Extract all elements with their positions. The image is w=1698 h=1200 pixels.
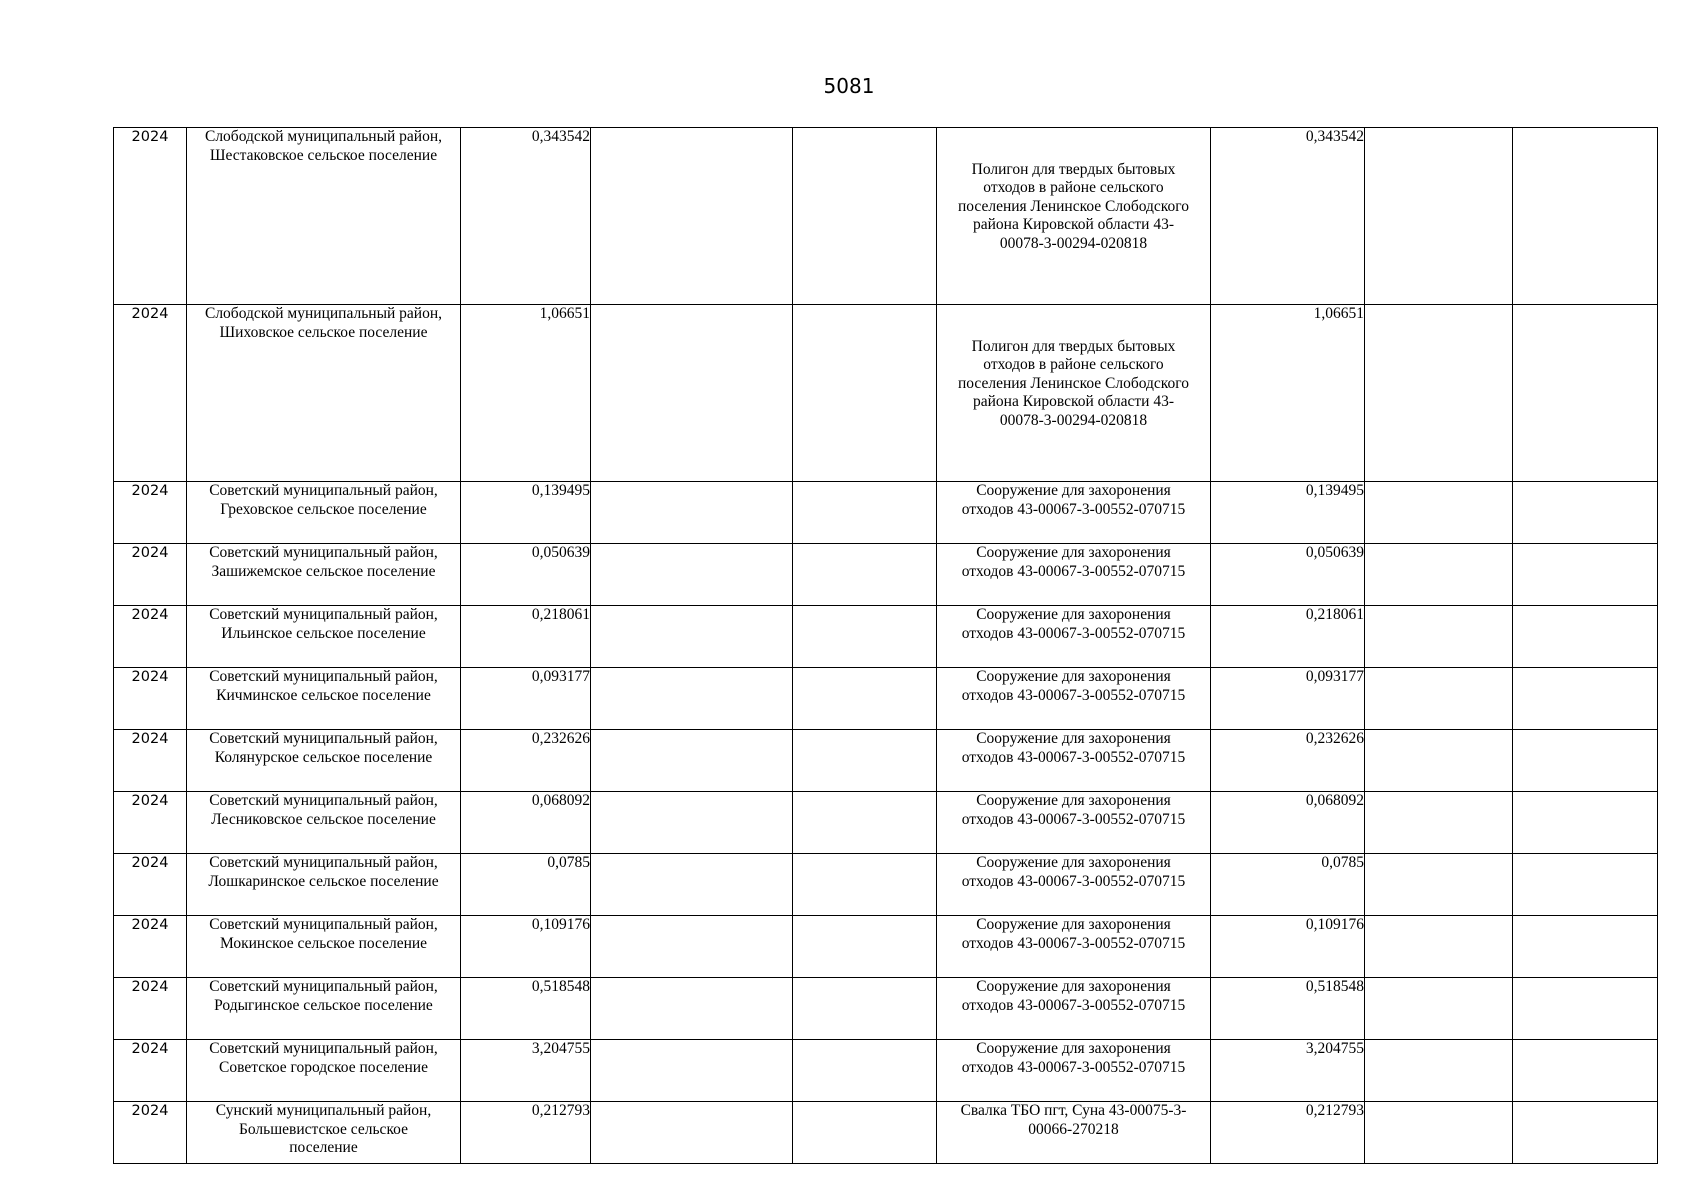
table-row	[114, 978, 1658, 1040]
value2-cell: 0,093177	[1211, 668, 1365, 730]
empty-cell	[591, 730, 793, 792]
table-row	[114, 544, 1658, 606]
value2-cell: 0,518548	[1211, 978, 1365, 1040]
empty-cell	[793, 1102, 937, 1164]
empty-cell	[1513, 978, 1658, 1040]
value-cell: 0,232626	[461, 730, 591, 792]
empty-cell	[1513, 305, 1658, 482]
year-cell: 2024	[114, 128, 187, 305]
empty-cell	[1365, 128, 1513, 305]
year-cell: 2024	[114, 854, 187, 916]
value-cell: 0,212793	[461, 1102, 591, 1164]
empty-cell	[793, 544, 937, 606]
year-cell: 2024	[114, 668, 187, 730]
value2-cell: 1,06651	[1211, 305, 1365, 482]
year-cell: 2024	[114, 544, 187, 606]
facility-cell: Сооружение для захоронения отходов 43-00067-3-00552-070715	[937, 916, 1211, 978]
value-cell: 1,06651	[461, 305, 591, 482]
empty-cell	[1365, 305, 1513, 482]
facility-cell: Сооружение для захоронения отходов 43-00067-3-00552-070715	[937, 606, 1211, 668]
value-cell: 0,068092	[461, 792, 591, 854]
empty-cell	[1365, 668, 1513, 730]
empty-cell	[1365, 606, 1513, 668]
value-cell: 0,093177	[461, 668, 591, 730]
facility-cell: Сооружение для захоронения отходов 43-00067-3-00552-070715	[937, 978, 1211, 1040]
empty-cell	[793, 978, 937, 1040]
value-cell: 0,139495	[461, 482, 591, 544]
table-row	[114, 1102, 1658, 1164]
area-cell: Слободской муниципальный район, Шиховское сельское поселение	[187, 305, 461, 482]
empty-cell	[591, 305, 793, 482]
empty-cell	[591, 668, 793, 730]
area-cell: Советский муниципальный район, Лесниковское сельское поселение	[187, 792, 461, 854]
value2-cell: 0,232626	[1211, 730, 1365, 792]
year-cell: 2024	[114, 305, 187, 482]
area-cell: Советский муниципальный район, Колянурское сельское поселение	[187, 730, 461, 792]
facility-cell: Полигон для твердых бытовых отходов в районе сельского поселения Ленинское Слободского района Кировской области 43- 00078-3-00294-020818	[937, 305, 1211, 482]
value2-cell: 0,218061	[1211, 606, 1365, 668]
value-cell: 0,343542	[461, 128, 591, 305]
empty-cell	[793, 668, 937, 730]
empty-cell	[591, 854, 793, 916]
empty-cell	[1365, 1040, 1513, 1102]
value-cell: 0,109176	[461, 916, 591, 978]
year-cell: 2024	[114, 1102, 187, 1164]
value-cell: 0,050639	[461, 544, 591, 606]
waste-table	[113, 127, 1658, 1164]
value2-cell: 0,0785	[1211, 854, 1365, 916]
empty-cell	[1513, 730, 1658, 792]
empty-cell	[1513, 1102, 1658, 1164]
page-number: 5081	[823, 74, 875, 98]
empty-cell	[1513, 128, 1658, 305]
empty-cell	[793, 128, 937, 305]
facility-cell: Свалка ТБО пгт, Суна 43-00075-3- 00066-270218	[937, 1102, 1211, 1164]
empty-cell	[591, 544, 793, 606]
area-cell: Советский муниципальный район, Мокинское сельское поселение	[187, 916, 461, 978]
empty-cell	[1513, 792, 1658, 854]
empty-cell	[1365, 730, 1513, 792]
area-cell: Советский муниципальный район, Греховское сельское поселение	[187, 482, 461, 544]
empty-cell	[793, 792, 937, 854]
year-cell: 2024	[114, 606, 187, 668]
year-cell: 2024	[114, 1040, 187, 1102]
empty-cell	[793, 1040, 937, 1102]
empty-cell	[1513, 606, 1658, 668]
empty-cell	[1365, 978, 1513, 1040]
value2-cell: 0,068092	[1211, 792, 1365, 854]
area-cell: Советский муниципальный район, Лошкаринское сельское поселение	[187, 854, 461, 916]
facility-cell: Сооружение для захоронения отходов 43-00067-3-00552-070715	[937, 544, 1211, 606]
value-cell: 0,218061	[461, 606, 591, 668]
area-cell: Советский муниципальный район, Ильинское сельское поселение	[187, 606, 461, 668]
table-row	[114, 305, 1658, 482]
empty-cell	[1513, 1040, 1658, 1102]
empty-cell	[1365, 916, 1513, 978]
empty-cell	[591, 1040, 793, 1102]
value2-cell: 0,139495	[1211, 482, 1365, 544]
year-cell: 2024	[114, 730, 187, 792]
table-row	[114, 482, 1658, 544]
facility-cell: Сооружение для захоронения отходов 43-00067-3-00552-070715	[937, 730, 1211, 792]
empty-cell	[591, 606, 793, 668]
value2-cell: 0,109176	[1211, 916, 1365, 978]
year-cell: 2024	[114, 482, 187, 544]
area-cell: Советский муниципальный район, Кичминское сельское поселение	[187, 668, 461, 730]
empty-cell	[1513, 544, 1658, 606]
value2-cell: 0,212793	[1211, 1102, 1365, 1164]
value2-cell: 0,050639	[1211, 544, 1365, 606]
empty-cell	[1365, 854, 1513, 916]
table-row	[114, 854, 1658, 916]
facility-cell: Сооружение для захоронения отходов 43-00067-3-00552-070715	[937, 482, 1211, 544]
empty-cell	[793, 606, 937, 668]
year-cell: 2024	[114, 916, 187, 978]
empty-cell	[1365, 792, 1513, 854]
facility-cell: Сооружение для захоронения отходов 43-00067-3-00552-070715	[937, 792, 1211, 854]
empty-cell	[1513, 668, 1658, 730]
empty-cell	[793, 730, 937, 792]
value-cell: 0,518548	[461, 978, 591, 1040]
area-cell: Советский муниципальный район, Родыгинское сельское поселение	[187, 978, 461, 1040]
table-row	[114, 730, 1658, 792]
year-cell: 2024	[114, 792, 187, 854]
facility-cell: Сооружение для захоронения отходов 43-00067-3-00552-070715	[937, 854, 1211, 916]
table-row	[114, 606, 1658, 668]
value2-cell: 3,204755	[1211, 1040, 1365, 1102]
empty-cell	[591, 978, 793, 1040]
empty-cell	[793, 482, 937, 544]
value2-cell: 0,343542	[1211, 128, 1365, 305]
value-cell: 0,0785	[461, 854, 591, 916]
empty-cell	[591, 916, 793, 978]
facility-cell: Сооружение для захоронения отходов 43-00067-3-00552-070715	[937, 668, 1211, 730]
empty-cell	[1513, 916, 1658, 978]
empty-cell	[1365, 1102, 1513, 1164]
value-cell: 3,204755	[461, 1040, 591, 1102]
empty-cell	[591, 792, 793, 854]
facility-cell: Полигон для твердых бытовых отходов в районе сельского поселения Ленинское Слободского района Кировской области 43- 00078-3-00294-020818	[937, 128, 1211, 305]
empty-cell	[591, 128, 793, 305]
table-row	[114, 792, 1658, 854]
area-cell: Советский муниципальный район, Зашижемское сельское поселение	[187, 544, 461, 606]
empty-cell	[1513, 482, 1658, 544]
empty-cell	[591, 1102, 793, 1164]
facility-cell: Сооружение для захоронения отходов 43-00067-3-00552-070715	[937, 1040, 1211, 1102]
year-cell: 2024	[114, 978, 187, 1040]
table-row	[114, 128, 1658, 305]
empty-cell	[793, 305, 937, 482]
empty-cell	[793, 916, 937, 978]
area-cell: Советский муниципальный район, Советское городское поселение	[187, 1040, 461, 1102]
empty-cell	[1365, 482, 1513, 544]
empty-cell	[793, 854, 937, 916]
table-row	[114, 668, 1658, 730]
area-cell: Сунский муниципальный район, Большевистское сельское поселение	[187, 1102, 461, 1164]
table-row	[114, 1040, 1658, 1102]
empty-cell	[1365, 544, 1513, 606]
table-row	[114, 916, 1658, 978]
empty-cell	[1513, 854, 1658, 916]
empty-cell	[591, 482, 793, 544]
area-cell: Слободской муниципальный район, Шестаковское сельское поселение	[187, 128, 461, 305]
